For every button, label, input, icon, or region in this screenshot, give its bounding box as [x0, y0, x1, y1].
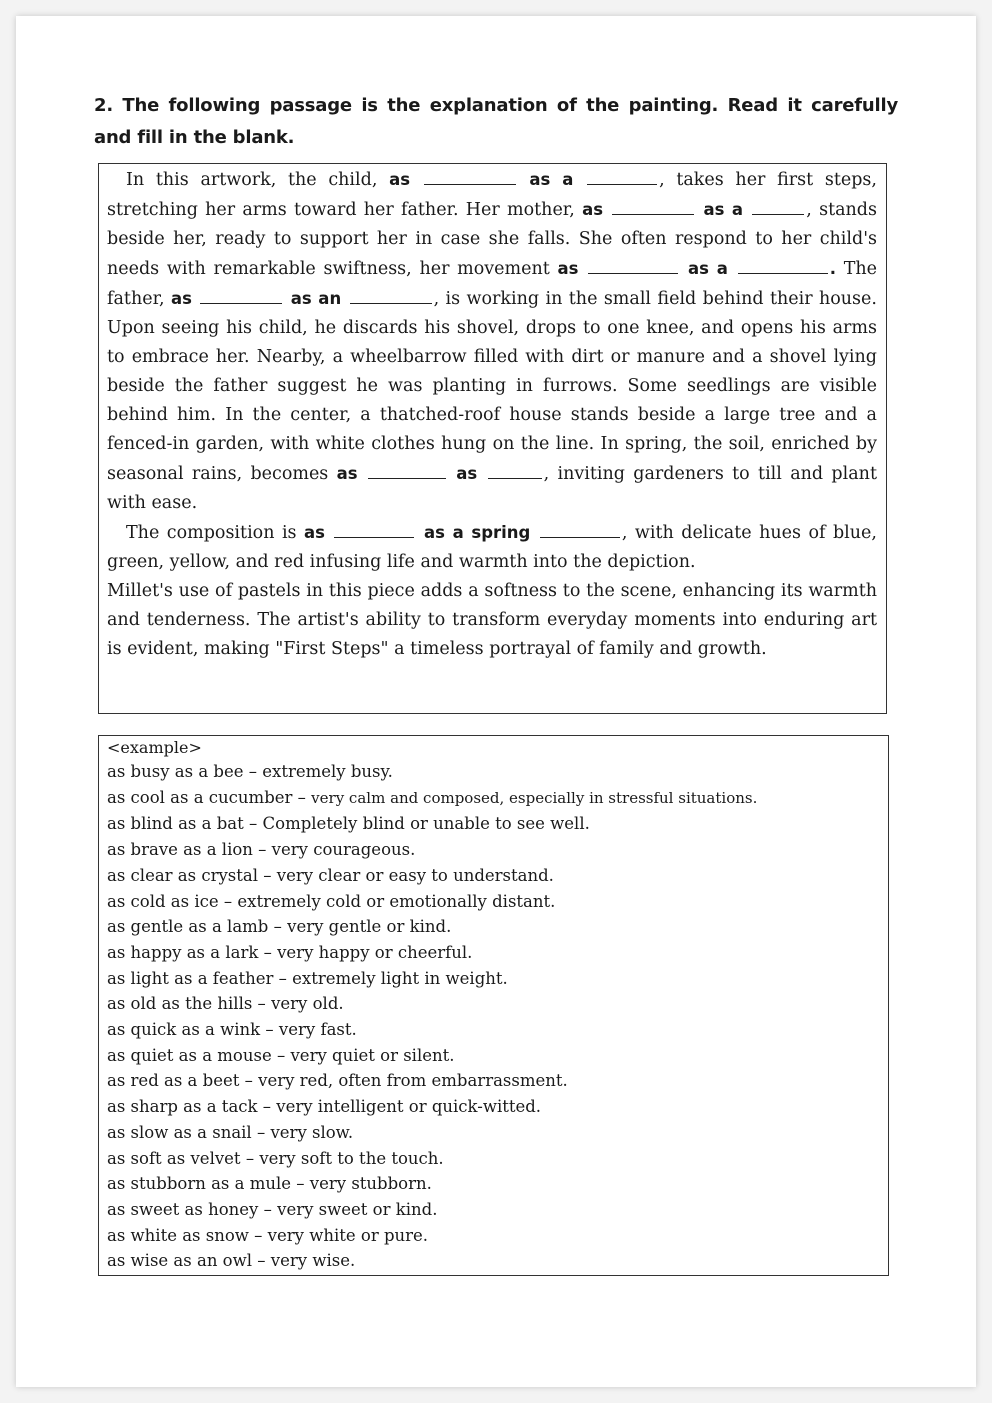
simile-phrase: as sweet as honey — [107, 1199, 259, 1219]
list-item: as brave as a lion – very courageous. — [107, 840, 416, 860]
list-item: as cool as a cucumber – very calm and composed, especially in stressful situations. — [107, 787, 758, 807]
list-item: as blind as a bat – Completely blind or unable to see well. — [107, 814, 590, 834]
passage-paragraph-2 — [107, 518, 877, 577]
simile-definition: very intelligent or quick-witted. — [276, 1097, 542, 1117]
passage-paragraph-3: Millet's use of pastels in this piece adds a softness to the scene, enhancing its warmth and tenderness. The artist's ability to transform everyday moments into enduring art is evident, making "First Steps" a timeless portrayal of family and growth. — [107, 581, 877, 659]
simile-phrase: as white as snow — [107, 1225, 249, 1245]
simile-phrase: as clear as crystal — [107, 865, 259, 885]
blank-5b[interactable] — [488, 464, 542, 479]
simile-phrase: as busy as a bee — [107, 762, 244, 781]
simile-definition: very wise. — [270, 1251, 356, 1271]
simile-definition: very gentle or kind. — [287, 917, 452, 937]
blank-6b[interactable] — [540, 523, 620, 538]
keyword: as an — [290, 289, 342, 308]
list-item: as stubborn as a mule – very stubborn. — [107, 1174, 432, 1194]
blank-1b[interactable] — [587, 170, 657, 185]
simile-definition: very calm and composed, especially in stressful situations. — [311, 788, 758, 807]
simile-definition: very clear or easy to understand. — [276, 865, 554, 885]
blank-6a[interactable] — [334, 523, 414, 538]
keyword: as — [456, 464, 478, 483]
list-item: as quick as a wink – very fast. — [107, 1020, 357, 1040]
simile-definition: Completely blind or unable to see well. — [262, 814, 590, 834]
simile-phrase: as gentle as a lamb — [107, 917, 269, 937]
example-title: <example> — [107, 738, 202, 757]
passage-text: , with delicate hues of blue, green, yellow, and red infusing life and warmth into the depiction. — [107, 523, 877, 572]
list-item: as gentle as a lamb – very gentle or kind. — [107, 917, 452, 937]
keyword: as a — [687, 259, 728, 278]
simile-phrase: as soft as velvet — [107, 1148, 241, 1168]
blank-5a[interactable] — [368, 464, 446, 479]
list-item: as busy as a bee – extremely busy. — [107, 762, 393, 781]
list-item: as slow as a snail – very slow. — [107, 1122, 354, 1142]
list-item: as wise as an owl – very wise. — [107, 1251, 356, 1271]
list-item: as sweet as honey – very sweet or kind. — [107, 1199, 438, 1219]
keyword: as — [582, 200, 604, 219]
simile-definition: very slow. — [270, 1122, 354, 1142]
simile-definition: extremely busy. — [262, 762, 393, 781]
passage-text: , inviting gardeners to till and plant with ease. — [107, 464, 877, 513]
list-item: as happy as a lark – very happy or cheerful. — [107, 942, 473, 962]
simile-definition: very soft to the touch. — [259, 1148, 444, 1168]
keyword: . — [829, 259, 836, 278]
simile-definition: very sweet or kind. — [277, 1199, 438, 1219]
simile-definition: very white or pure. — [267, 1225, 429, 1245]
keyword: as a spring — [423, 523, 531, 542]
keyword: as a — [529, 170, 574, 189]
simile-definition: very old. — [271, 994, 344, 1014]
simile-phrase: as cool as a cucumber — [107, 787, 293, 807]
list-item: as white as snow – very white or pure. — [107, 1225, 429, 1245]
blank-3b[interactable] — [738, 259, 828, 274]
worksheet-page — [16, 16, 976, 1387]
list-item: as sharp as a tack – very intelligent or quick-witted. — [107, 1097, 542, 1117]
simile-phrase: as red as a beet — [107, 1071, 240, 1091]
passage-text: , stands beside her, ready to support her in case she falls. She often respond to her child's needs with remarkable swiftness, her movement — [107, 200, 877, 279]
passage-box — [98, 163, 887, 714]
simile-definition: very fast. — [278, 1020, 357, 1040]
passage-text: , takes her first steps, stretching her arms toward her father. Her mother, — [107, 170, 877, 220]
blank-3a[interactable] — [588, 259, 678, 274]
example-box — [98, 735, 889, 1276]
keyword: as — [304, 523, 325, 542]
list-item: as cold as ice – extremely cold or emotionally distant. — [107, 891, 556, 911]
keyword: as — [557, 259, 579, 278]
list-item: as light as a feather – extremely light in weight. — [107, 968, 508, 988]
list-item: as quiet as a mouse – very quiet or silent. — [107, 1045, 455, 1065]
list-item: as clear as crystal – very clear or easy to understand. — [107, 865, 554, 885]
keyword: as — [336, 464, 358, 483]
simile-phrase: as quick as a wink — [107, 1020, 261, 1040]
keyword: as — [170, 289, 192, 308]
simile-phrase: as sharp as a tack — [107, 1097, 258, 1117]
passage-paragraph-1 — [107, 165, 877, 518]
simile-phrase: as cold as ice — [107, 891, 219, 911]
simile-phrase: as wise as an owl — [107, 1251, 253, 1271]
list-item: as old as the hills – very old. — [107, 994, 344, 1014]
simile-definition: very stubborn. — [309, 1174, 432, 1194]
simile-phrase: as stubborn as a mule — [107, 1174, 292, 1194]
simile-definition: very courageous. — [271, 840, 416, 860]
passage-text: The composition is — [126, 523, 305, 543]
keyword: as a — [703, 200, 744, 219]
passage-text: The father, — [107, 259, 877, 309]
keyword: as — [389, 170, 411, 189]
simile-phrase: as quiet as a mouse — [107, 1045, 272, 1065]
list-item: as red as a beet – very red, often from embarrassment. — [107, 1071, 568, 1091]
passage-text: In this artwork, the child, — [126, 170, 390, 190]
simile-phrase: as happy as a lark — [107, 942, 259, 962]
blank-1a[interactable] — [424, 170, 516, 185]
simile-definition: extremely light in weight. — [292, 968, 508, 988]
simile-phrase: as slow as a snail — [107, 1122, 252, 1142]
question-prompt: 2. The following passage is the explanation of the painting. Read it carefully and fill in the blank. — [94, 95, 898, 148]
example-list — [107, 759, 880, 1274]
simile-phrase: as brave as a lion — [107, 840, 253, 860]
simile-definition: very quiet or silent. — [290, 1045, 455, 1065]
simile-phrase: as light as a feather — [107, 968, 274, 988]
passage-text: , is working in the small field behind their house. Upon seeing his child, he discards his shovel, drops to one knee, and opens his arms to embrace her. Nearby, a wheelbarrow filled with dirt or manure and a shovel lying beside the father suggest he was planting in furrows. Some seedlings are visible behind him. In the center, a thatched-roof house stands beside a large tree and a fenced-in garden, with white clothes hung on the line. In spring, the soil, enriched by seasonal rains, becomes — [107, 289, 877, 484]
simile-phrase: as old as the hills — [107, 994, 253, 1014]
blank-2b[interactable] — [752, 200, 804, 215]
simile-definition: very red, often from embarrassment. — [258, 1071, 568, 1091]
blank-2a[interactable] — [612, 200, 694, 215]
simile-phrase: as blind as a bat — [107, 814, 244, 834]
blank-4a[interactable] — [200, 289, 282, 304]
blank-4b[interactable] — [350, 289, 432, 304]
simile-definition: extremely cold or emotionally distant. — [237, 891, 556, 911]
simile-definition: very happy or cheerful. — [277, 942, 473, 962]
list-item: as soft as velvet – very soft to the touch. — [107, 1148, 444, 1168]
